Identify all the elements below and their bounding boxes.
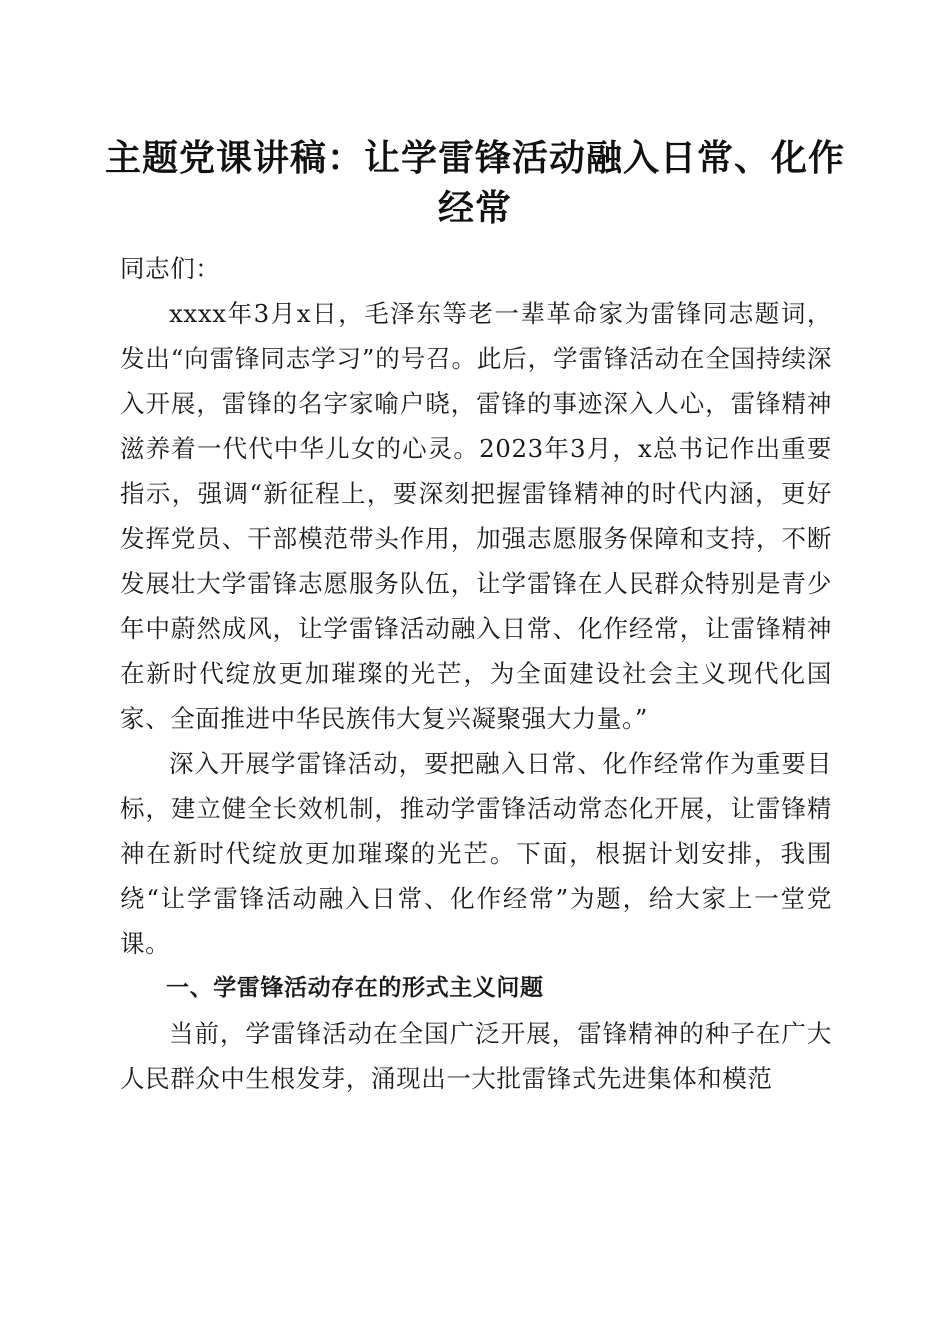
section-paragraph: 当前，学雷锋活动在全国广泛开展，雷锋精神的种子在广大人民群众中生根发芽，涌现出一大批雷锋式先进集体和模范 [120,1019,832,1093]
document-title: 主题党课讲稿：让学雷锋活动融入日常、化作经常 [104,137,845,229]
document-body [120,246,832,1101]
section-heading: 一、学雷锋活动存在的形式主义问题 [166,975,544,1001]
paragraph-2: 深入开展学雷锋活动，要把融入日常、化作经常作为重要目标，建立健全长效机制，推动学雷锋活动常态化开展，让雷锋精神在新时代绽放更加璀璨的光芒。下面，根据计划安排，我围绕“让学雷锋活动融入日常、化作经常”为题，给大家上一堂党课。 [120,749,832,958]
paragraph-1: xxxx年3月x日，毛泽东等老一辈革命家为雷锋同志题词，发出“向雷锋同志学习”的号召。此后，学雷锋活动在全国持续深入开展，雷锋的名字家喻户晓，雷锋的事迹深入人心，雷锋精神滋养着一代代中华儿女的心灵。2023年3月，x总书记作出重要指示，强调“新征程上，要深刻把握雷锋精神的时代内涵，更好发挥党员、干部模范带头作用，加强志愿服务保障和支持，不断发展壮大学雷锋志愿服务队伍，让学雷锋在人民群众特别是青少年中蔚然成风，让学雷锋活动融入日常、化作经常，让雷锋精神在新时代绽放更加璀璨的光芒，为全面建设社会主义现代化国家、全面推进中华民族伟大复兴凝聚强大力量。” [120,299,832,733]
salutation: 同志们： [120,254,221,283]
